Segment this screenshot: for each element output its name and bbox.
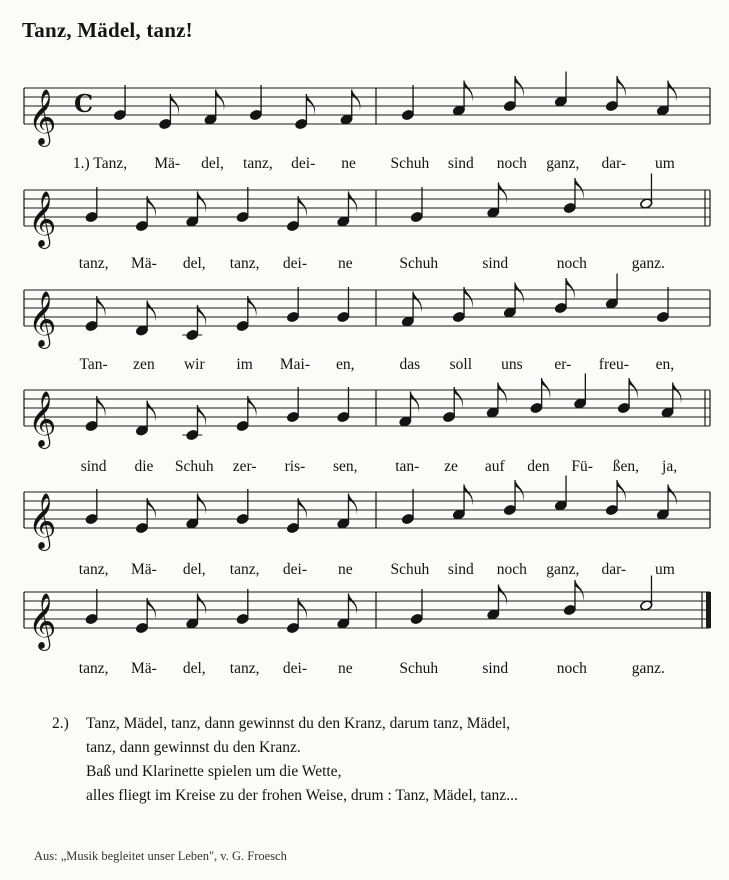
lyric-syllable: tanz, xyxy=(229,561,260,578)
note xyxy=(204,90,225,126)
lyric-syllable: auf xyxy=(484,458,505,475)
note xyxy=(503,283,524,319)
lyric-syllable: noch xyxy=(556,660,587,677)
lyric-syllable: wir xyxy=(183,356,205,373)
lyric-syllable: dar- xyxy=(601,155,627,172)
note xyxy=(85,187,98,223)
note xyxy=(656,81,677,117)
note xyxy=(337,594,358,630)
note xyxy=(85,489,98,525)
lyric-syllable: en, xyxy=(336,356,355,373)
lyric-syllable: ris- xyxy=(284,458,306,475)
note xyxy=(661,383,682,419)
lyric-syllable: zer- xyxy=(232,458,257,475)
treble-clef-icon: 𝄞 xyxy=(28,291,57,347)
final-bar-line xyxy=(706,592,711,628)
lyric-syllable: dei- xyxy=(282,660,307,677)
staff-system xyxy=(0,260,729,370)
note xyxy=(554,72,567,108)
lyric-syllable: ne xyxy=(337,660,353,677)
note xyxy=(337,387,350,423)
verse-number: 2.) xyxy=(52,715,69,732)
note xyxy=(452,81,473,117)
lyric-syllable: ne xyxy=(341,155,356,172)
lyric-syllable: dei- xyxy=(282,255,307,272)
lyric-syllable: zen xyxy=(133,356,155,373)
lyric-syllable: del, xyxy=(201,155,224,172)
lyric-syllable: um xyxy=(654,155,675,172)
note xyxy=(135,301,156,337)
lyric-syllable: ne xyxy=(337,255,353,272)
lyric-syllable: ze xyxy=(444,458,458,475)
lyric-syllable: ßen, xyxy=(612,458,639,475)
staff-system xyxy=(0,462,729,572)
treble-clef-icon: 𝄞 xyxy=(28,89,57,145)
verse-line: Tanz, Mädel, tanz, dann gewinnst du den Kranz, darum tanz, Mädel, xyxy=(86,715,511,732)
note xyxy=(605,274,618,310)
verse-line: alles fliegt im Kreise zu der frohen Weise, drum : Tanz, Mädel, tanz... xyxy=(86,787,518,804)
lyric-syllable: sind xyxy=(482,255,509,272)
treble-clef-icon: 𝄞 xyxy=(28,493,57,549)
note xyxy=(401,85,414,121)
note xyxy=(452,485,473,521)
staff-svg xyxy=(0,462,729,572)
lyric-syllable: ne xyxy=(337,561,353,578)
note xyxy=(337,287,350,323)
lyric-syllable: Schuh xyxy=(390,561,430,578)
lyric-syllable: Tan- xyxy=(79,356,108,373)
treble-clef-icon: 𝄞 xyxy=(28,391,57,447)
note xyxy=(487,183,508,219)
lyric-syllable: sind xyxy=(482,660,509,677)
note xyxy=(410,187,423,223)
staff-system xyxy=(0,160,729,270)
lyric-syllable: Schuh xyxy=(390,155,430,172)
note xyxy=(399,392,420,428)
lyric-syllable: sind xyxy=(447,561,474,578)
note xyxy=(236,489,249,525)
note xyxy=(182,305,206,341)
note xyxy=(286,387,299,423)
lyric-syllable: Mä- xyxy=(131,561,157,578)
lyric-syllable: tanz, xyxy=(229,255,260,272)
lyric-syllable: del, xyxy=(182,255,206,272)
lyric-syllable: tanz, xyxy=(78,561,109,578)
note xyxy=(487,585,508,621)
song-title: Tanz, Mädel, tanz! xyxy=(22,18,193,42)
verse-line: Baß und Klarinette spielen um die Wette, xyxy=(86,763,342,780)
treble-clef-icon: 𝄞 xyxy=(28,593,57,649)
lyric-syllable: ganz, xyxy=(546,561,580,578)
lyric-syllable: noch xyxy=(496,155,527,172)
lyric-syllable: Mä- xyxy=(131,660,157,677)
staff-system xyxy=(0,360,729,470)
note xyxy=(554,476,567,512)
staff-system xyxy=(0,562,729,672)
lyric-syllable: dei- xyxy=(291,155,316,172)
lyric-syllable: er- xyxy=(554,356,572,373)
lyric-syllable: tan- xyxy=(395,458,420,475)
staff-svg xyxy=(0,58,729,168)
note xyxy=(337,192,358,228)
note xyxy=(486,383,507,419)
note xyxy=(340,90,361,126)
note xyxy=(186,494,207,530)
staff-system xyxy=(0,58,729,168)
note xyxy=(135,401,156,437)
lyric-syllable: ganz, xyxy=(546,155,580,172)
note xyxy=(249,85,262,121)
lyric-syllable: das xyxy=(399,356,421,373)
lyric-syllable: uns xyxy=(501,356,523,373)
lyric-syllable: dar- xyxy=(601,561,627,578)
note xyxy=(656,287,669,323)
note xyxy=(182,405,206,441)
lyric-syllable: del, xyxy=(182,660,206,677)
note xyxy=(640,576,653,612)
verse-line: tanz, dann gewinnst du den Kranz. xyxy=(86,739,301,756)
lyric-syllable: del, xyxy=(182,561,206,578)
lyric-syllable: ja, xyxy=(662,458,678,475)
note xyxy=(286,287,299,323)
lyrics-line xyxy=(0,660,729,684)
lyric-syllable: Mä- xyxy=(154,155,181,172)
lyric-syllable: Schuh xyxy=(399,255,439,272)
note xyxy=(113,85,126,121)
note xyxy=(186,594,207,630)
source-credit: Aus: „Musik begleitet unser Leben", v. G. Froesch xyxy=(34,849,287,863)
lyric-syllable: tanz, xyxy=(78,255,109,272)
lyric-syllable: im xyxy=(236,356,253,373)
staff-svg xyxy=(0,260,729,370)
lyric-syllable: tanz, xyxy=(243,155,273,172)
lyric-syllable: ganz. xyxy=(631,255,665,272)
lyric-syllable: noch xyxy=(556,255,587,272)
lyric-syllable: den xyxy=(527,458,550,475)
lyric-syllable: tanz, xyxy=(78,660,109,677)
staff-svg xyxy=(0,360,729,470)
lyric-syllable: Fü- xyxy=(571,458,593,475)
lyric-syllable: sind xyxy=(80,458,107,475)
lyric-syllable: freu- xyxy=(598,356,629,373)
staff-svg xyxy=(0,160,729,270)
lyric-syllable: Mai- xyxy=(279,356,311,373)
note xyxy=(410,589,423,625)
lyric-syllable: en, xyxy=(655,356,675,373)
lyric-syllable: soll xyxy=(449,356,473,373)
lyric-syllable: ganz. xyxy=(631,660,665,677)
staff-svg xyxy=(0,562,729,672)
note xyxy=(236,589,249,625)
note xyxy=(337,494,358,530)
lyric-syllable: Mä- xyxy=(131,255,157,272)
note xyxy=(656,485,677,521)
note xyxy=(186,192,207,228)
note xyxy=(85,589,98,625)
lyric-syllable: sind xyxy=(447,155,474,172)
note xyxy=(401,292,422,328)
lyric-syllable: noch xyxy=(496,561,527,578)
treble-clef-icon: 𝄞 xyxy=(28,191,57,247)
lyric-syllable: Schuh xyxy=(399,660,439,677)
lyric-syllable: die xyxy=(134,458,154,475)
lyric-syllable: 1.) Tanz, xyxy=(72,155,128,172)
lyric-syllable: sen, xyxy=(333,458,358,475)
note xyxy=(640,174,653,210)
note xyxy=(573,374,586,410)
lyric-syllable: Schuh xyxy=(174,458,214,475)
lyric-syllable: dei- xyxy=(282,561,307,578)
note xyxy=(401,489,414,525)
note xyxy=(236,187,249,223)
lyric-syllable: um xyxy=(654,561,675,578)
lyric-syllable: tanz, xyxy=(229,660,260,677)
time-signature: C xyxy=(74,89,94,118)
